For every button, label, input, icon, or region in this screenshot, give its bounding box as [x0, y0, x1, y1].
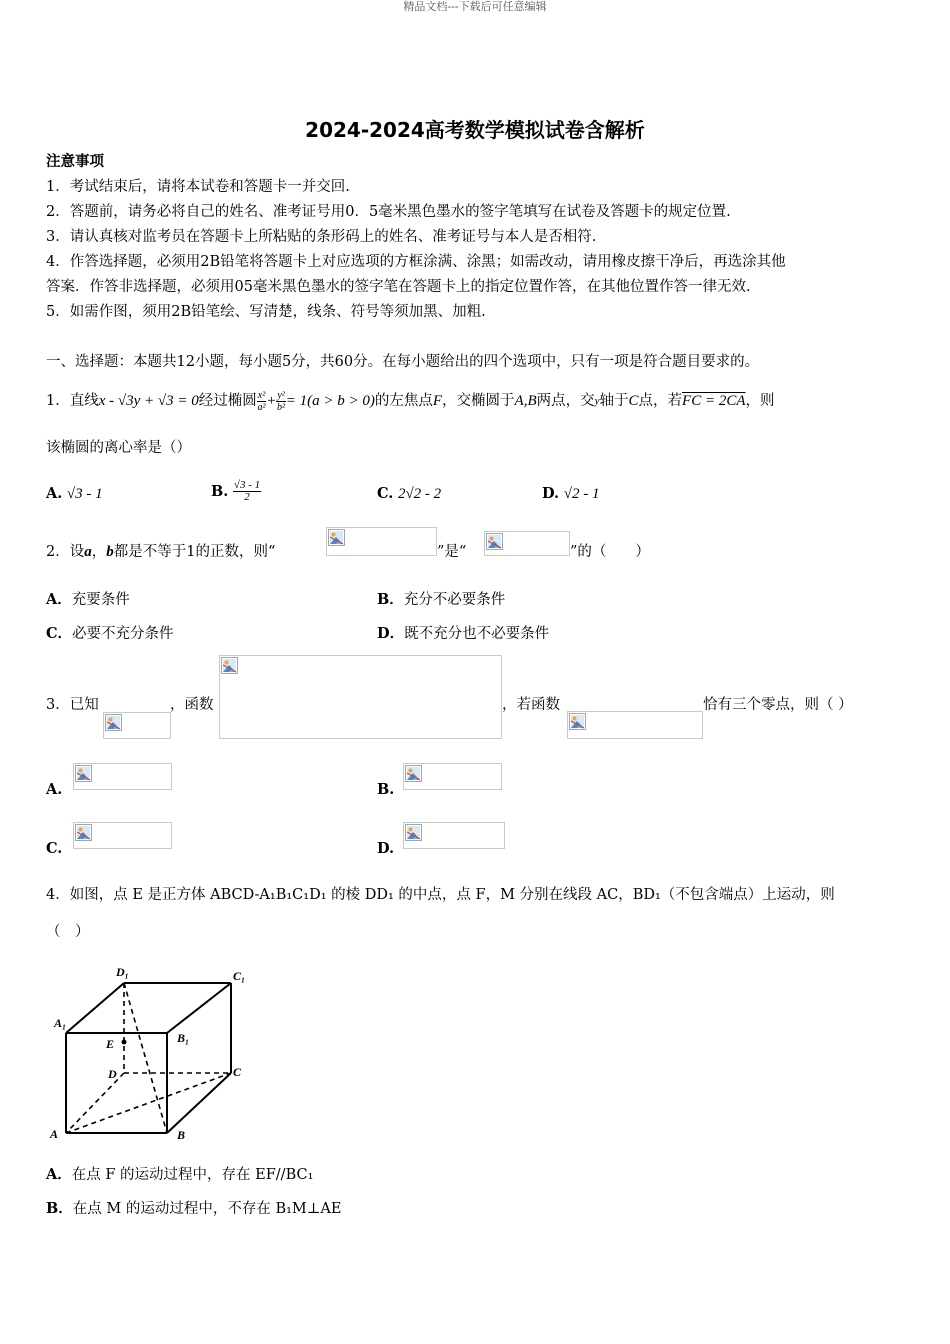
broken-image — [484, 531, 570, 556]
q3-option-c: C. — [46, 840, 63, 857]
label-d1: D₁ — [116, 965, 129, 979]
q1-text: 经过椭圆 — [198, 393, 257, 409]
broken-image — [73, 822, 172, 849]
broken-image — [326, 527, 437, 556]
q1-option-d: D. √2 - 1 — [542, 485, 600, 502]
label-e: E — [106, 1037, 115, 1051]
label-a1: A₁ — [54, 1016, 67, 1030]
notice-item: 答案．作答非选择题，必须用05毫米黑色墨水的签字笔在答题卡上的指定位置作答，在其他位置作答一律无效. — [46, 279, 751, 295]
question-1: 1．直线 x - √3y + √3 = 0 经过椭圆 $\frac{\text{x²}}{\text{a²}}$ + $\frac{\text{y²}}{\text{b²}}$ = 1(a > b > 0) 的左焦点 F ，交椭圆于 A,B 两点，交 y 轴于 C 点，若 FC = 2CA ，则 — [46, 389, 775, 413]
q1-frac-x: $\frac{\text{x²}}{\text{a²}}$ — [257, 389, 266, 413]
q2-text: ”是“ — [437, 544, 467, 560]
label-c1: C₁ — [233, 969, 246, 983]
broken-image — [219, 655, 502, 739]
q1-line2: 该椭圆的离心率是（） — [46, 440, 191, 456]
notice-item: 3．请认真核对监考员在答题卡上所粘贴的条形码上的姓名、准考证号与本人是否相符. — [46, 229, 597, 245]
label-d: D — [108, 1067, 117, 1081]
q2-option-d: D．既不充分也不必要条件 — [377, 625, 550, 642]
q1-option-a: A. √3 - 1 — [46, 485, 103, 502]
label-b: B — [177, 1128, 186, 1142]
q1-ellipse-tail: = 1(a > b > 0) — [285, 393, 375, 409]
label-b1: B₁ — [177, 1031, 190, 1045]
question-4: 4．如图，点 E 是正方体 ABCD-A₁B₁C₁D₁ 的棱 DD₁ 的中点，点 F，M 分别在线段 AC，BD₁（不包含端点）上运动，则 — [46, 887, 835, 903]
q3-text: ，若函数 — [502, 697, 560, 713]
broken-image-icon — [221, 657, 238, 674]
q1-vector-eq: FC = 2CA — [682, 393, 746, 409]
notice-item: 2．答题前，请务必将自己的姓名、准考证号用0．5毫米黑色墨水的签字笔填写在试卷及答题卡的规定位置. — [46, 204, 731, 220]
q1-frac-y: $\frac{\text{y²}}{\text{b²}}$ — [277, 389, 286, 413]
q3-option-b: B. — [377, 781, 395, 798]
notice-item: 1．考试结束后，请将本试卷和答题卡一并交回. — [46, 179, 350, 195]
q1-num: 1．直线 — [46, 393, 99, 409]
broken-image — [567, 711, 703, 739]
q2-option-a: A．充要条件 — [46, 591, 130, 608]
broken-image-icon — [486, 533, 503, 550]
label-a: A — [50, 1127, 59, 1141]
q2-option-c: C．必要不充分条件 — [46, 625, 174, 642]
notice-item: 4．作答选择题，必须用2B铅笔将答题卡上对应选项的方框涂满、涂黑；如需改动，请用橡皮擦干净后，再选涂其他 — [46, 254, 786, 270]
question-3: 3．已知 — [46, 697, 99, 713]
page-header: 精品文档---下载后可任意编辑 — [403, 0, 547, 13]
q4-line2: （ ） — [46, 924, 90, 940]
q2-text: ”的（ ） — [570, 544, 650, 560]
broken-image-icon — [105, 714, 122, 731]
page-title: 2024-2024高考数学模拟试卷含解析 — [305, 118, 645, 142]
q3-option-a: A. — [46, 781, 63, 798]
broken-image — [103, 712, 171, 739]
broken-image-icon — [405, 765, 422, 782]
q3-text: 恰有三个零点，则（ ） — [703, 697, 853, 713]
broken-image — [73, 763, 172, 790]
broken-image-icon — [569, 713, 586, 730]
q4-option-a: A．在点 F 的运动过程中，存在 EF//BC₁ — [46, 1166, 314, 1183]
broken-image-icon — [405, 824, 422, 841]
broken-image — [403, 763, 502, 790]
section-heading: 一、选择题：本题共12小题，每小题5分，共60分。在每小题给出的四个选项中，只有一项是符合题目要求的。 — [46, 354, 760, 370]
notice-heading: 注意事项 — [46, 153, 104, 170]
label-c: C — [233, 1065, 242, 1079]
q3-option-d: D. — [377, 840, 395, 857]
notice-item: 5．如需作图，须用2B铅笔绘、写清楚，线条、符号等须加黑、加粗. — [46, 304, 486, 320]
q2-option-b: B．充分不必要条件 — [377, 591, 506, 608]
q1-option-b: B. $\frac{√3 - 1}{2}$ — [211, 479, 261, 503]
broken-image-icon — [75, 824, 92, 841]
broken-image — [403, 822, 505, 849]
q4-option-b: B．在点 M 的运动过程中，不存在 B₁M⊥AE — [46, 1200, 342, 1217]
broken-image-icon — [328, 529, 345, 546]
q3-text: ，函数 — [170, 697, 214, 713]
q1-option-c: C. 2√2 - 2 — [377, 485, 442, 502]
cube-figure — [44, 960, 264, 1145]
broken-image-icon — [75, 765, 92, 782]
question-2: 2．设a，b都是不等于1的正数，则“ — [46, 544, 276, 560]
q1-line-eq: x - √3y + √3 = 0 — [98, 393, 199, 409]
